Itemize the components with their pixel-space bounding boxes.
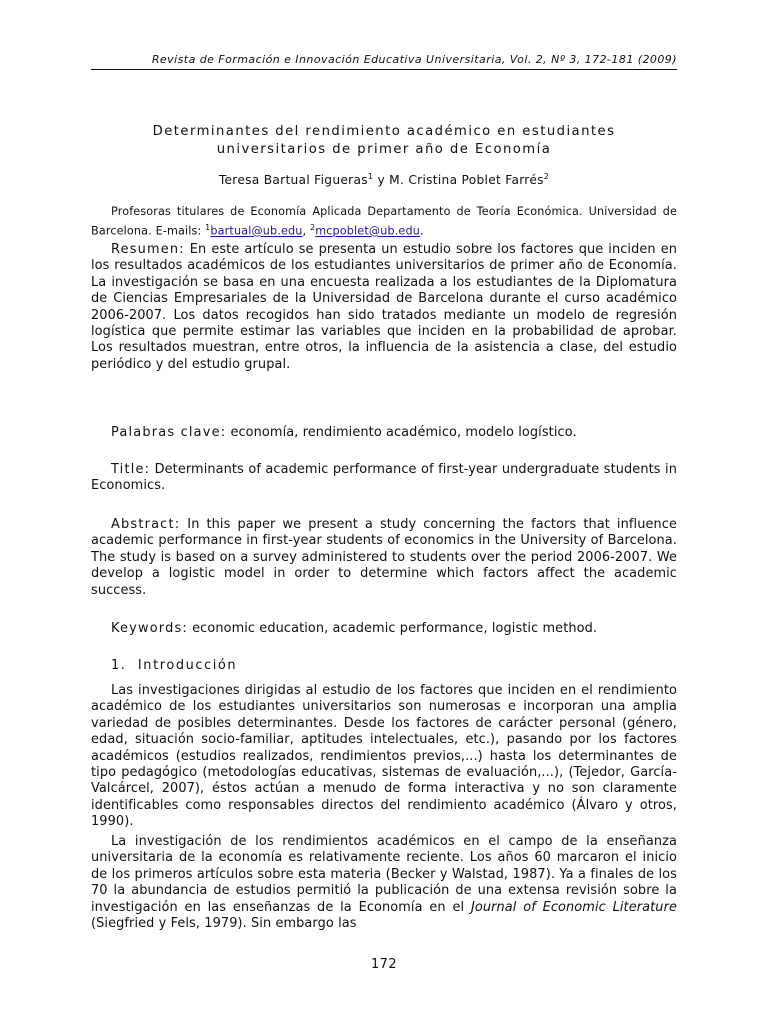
email-2-link[interactable]: mcpoblet@ub.edu: [315, 224, 420, 238]
palabras-clave-label: Palabras clave:: [111, 425, 227, 440]
abstract-paragraph: [91, 517, 677, 599]
resumen-text: En este artículo se presenta un estudio sobre los factores que inciden en los resultados académicos de los estudiantes universitarios de primer año de Economía. La investigación se basa en una encuesta realizada a los estudiantes de la Diplomatura de Ciencias Empresariales de la Universidad de Barcelona durante el curso académico 2006-2007. Los datos recogidos han sido tratados mediante un modelo de regresión logística que permite estimar las variables que inciden en la probabilidad de aprobar. Los resultados muestran, entre otros, la influencia de la asistencia a clase, del estudio periódico y del estudio grupal.: [91, 242, 677, 372]
resumen-paragraph: [91, 242, 677, 373]
email-separator: ,: [302, 224, 310, 238]
affiliation-end: .: [419, 224, 424, 238]
article-title-line-1: Determinantes del rendimiento académico en estudiantes: [152, 124, 616, 139]
email-2-sup: 2: [309, 223, 316, 232]
palabras-clave-text: economía, rendimiento académico, modelo logístico.: [226, 425, 577, 440]
palabras-clave-paragraph: [91, 425, 677, 441]
keywords-text: economic education, academic performance, logistic method.: [187, 621, 598, 636]
affiliation: [91, 204, 677, 240]
title-en-label: Title:: [111, 462, 151, 477]
intro-paragraph-2-end: (Siegfried y Fels, 1979). Sin embargo las: [91, 916, 357, 932]
keywords-paragraph: [91, 621, 677, 637]
intro-paragraph-2: [91, 834, 677, 932]
author-2: M. Cristina Poblet Farrés: [389, 173, 544, 188]
article-title-line-2: universitarios de primer año de Economía: [216, 142, 552, 157]
section-heading-introduccion: 1. Introducción: [111, 658, 238, 673]
abstract-text: In this paper we present a study concerning the factors that influence academic performance in first-year students of economics in the University of Barcelona. The study is based on a survey administered to students over the period 2006-2007. We develop a logistic model in order to determine which factors affect the academic success.: [91, 517, 677, 598]
resumen-label: Resumen:: [111, 242, 185, 257]
email-1-link[interactable]: bartual@ub.edu: [210, 224, 303, 238]
article-title: [91, 123, 677, 159]
intro-paragraph-2-start: La investigación de los rendimientos académicos en el campo de la enseñanza universitaria de la economía es relativamente reciente. Los años 60 marcaron el inicio de los primeros artículos sobre esta materia (Becker y Walstad, 1987). Ya a finales de los 70 la abundancia de estudios permitió la publicación de una extensa revisión sobre la investigación en las enseñanzas de la Economía en el: [91, 834, 677, 915]
author-1: Teresa Bartual Figueras: [218, 173, 368, 188]
author-2-sup: 2: [543, 172, 550, 181]
title-en-text: Determinants of academic performance of first-year undergraduate students in Economics.: [91, 462, 677, 494]
authors: [91, 172, 677, 187]
intro-paragraph-1: Las investigaciones dirigidas al estudio de los factores que inciden en el rendimiento académico de los estudiantes universitarios son numerosas e incorporan una amplia variedad de posibles determinantes. Desde los factores de carácter personal (género, edad, situación socio-familiar, aptitudes intelectuales, etc.), pasando por los factores académicos (estudios realizados, rendimientos previos,...) hasta los determinantes de tipo pedagógico (metodologías educativas, sistemas de evaluación,...), (Tejedor, García-Valcárcel, 2007), éstos actúan a menudo de forma interactiva y no son claramente identificables como responsables directos del rendimiento académico (Álvaro y otros, 1990).: [91, 683, 677, 830]
affiliation-text: Profesoras titulares de Economía Aplicada Departamento de Teoría Económica. Universidad de Barcelona. E-mails:: [91, 205, 677, 238]
page-number: 172: [370, 957, 398, 972]
abstract-label: Abstract:: [111, 517, 181, 532]
journal-citation-italic: Journal of Economic Literature: [470, 899, 677, 915]
author-1-sup: 1: [367, 172, 374, 181]
journal-header: Revista de Formación e Innovación Educativa Universitaria, Vol. 2, Nº 3, 172-181 (2009): [91, 53, 677, 70]
keywords-label: Keywords:: [111, 621, 188, 636]
author-conjunction: y: [373, 173, 390, 188]
email-1-sup: 1: [205, 223, 211, 232]
title-en-paragraph: [91, 462, 677, 495]
